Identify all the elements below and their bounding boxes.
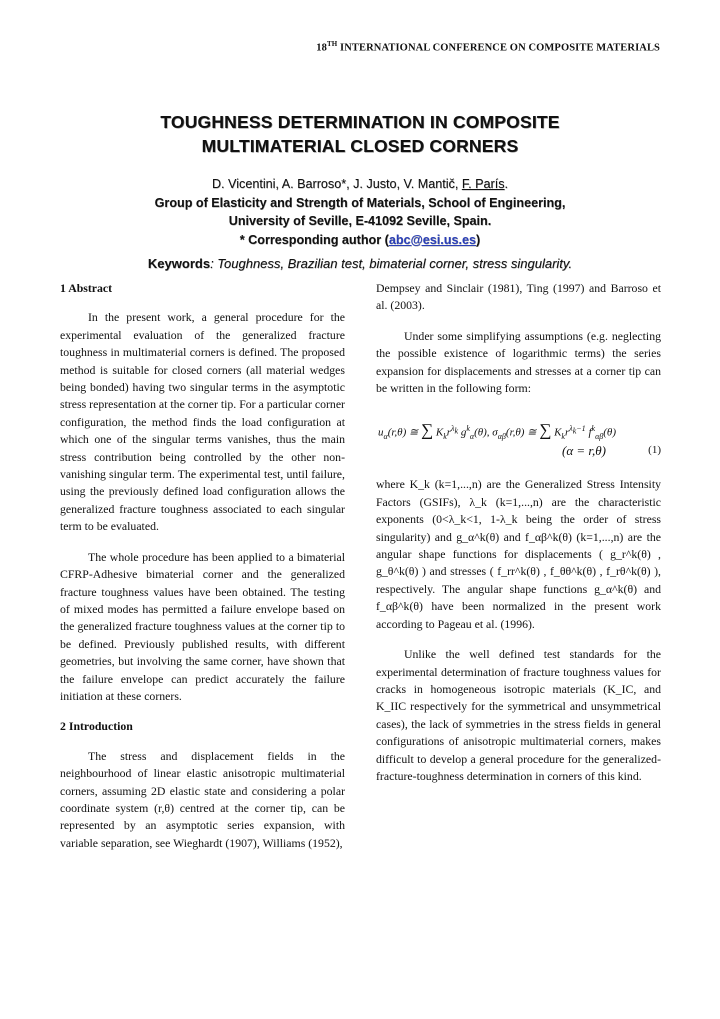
equation-1 [376, 410, 661, 460]
equation-number: (1) [648, 444, 661, 457]
right-column [376, 280, 661, 798]
equation-condition: (α = r,θ) [562, 443, 607, 459]
introduction-paragraph-1: The stress and displacement fields in the neighbourhood of linear elastic anisotropic multimaterial corners, assuming 2D elastic state and considering a polar coordinate system (r,θ) centred at the corner tip, can be represented by an asymptotic series expansion, with variable separation, see Wieghardt (1907), Williams (1952), [60, 748, 345, 850]
abstract-heading: 1 Abstract [60, 281, 113, 295]
title-line-2: MULTIMATERIAL CLOSED CORNERS [201, 136, 519, 156]
email-link[interactable]: abc@esi.us.es [388, 232, 477, 247]
conference-header: 18TH INTERNATIONAL CONFERENCE ON COMPOSITE MATERIALS [316, 40, 660, 54]
author-block [0, 175, 720, 249]
introduction-heading: 2 Introduction [60, 719, 133, 734]
corresponding-author: * Corresponding author (abc@esi.us.es) [239, 232, 481, 247]
keywords-line: Keywords: Toughness, Brazilian test, bimaterial corner, stress singularity. [147, 256, 573, 271]
affiliation-line-1: Group of Elasticity and Strength of Materials, School of Engineering, [154, 195, 566, 210]
right-paragraph-1: Under some simplifying assumptions (e.g. neglecting the possible existence of logarithmic terms) the series expansion for displacements and stresses at a corner tip can be written in the following form: [376, 328, 661, 396]
author-list: D. Vicentini, A. Barroso*, J. Justo, V. Mantič, F. París. [211, 177, 509, 191]
paper-title [0, 110, 720, 158]
abstract-paragraph-2: The whole procedure has been applied to a bimaterial CFRP-Adhesive bimaterial corner and the generalized fracture toughness values have been obtained. The testing of mixed modes has permitted a failure envelope based on the generalized fracture toughness values at the corner tip to be defined. Previously published results, with different geometries, but involving the same corner, have shown that the failure envelope can predict accurately the failure initiation at these corners. [60, 549, 345, 703]
right-paragraph-3: Unlike the well defined test standards for the experimental determination of fracture toughness values for cracks in homogeneous isotropic materials (K_IC, and K_IIC respectively for the symmetrical and unsymmetrical cases), the lack of symmetries in the stress fields in general configurations of anisotropic multimaterial corners, makes difficult to develop a general procedure for the generalized-fracture-toughness determination in corners of this kind. [376, 647, 661, 783]
affiliation-line-2: University of Seville, E-41092 Seville, Spain. [228, 214, 492, 228]
left-column [60, 280, 345, 865]
equation-expression: $u_\alpha(r,\theta)$ ≅ ∑ $K_kr^{\lambda_k}$ $g^k_\alpha(\theta)$, $\sigma_{\alpha\beta}(r,\theta)$ ≅ ∑ $K_kr^{\lambda_k-1}$ $f^k_{\alpha\beta}(\theta)$ [378, 421, 616, 442]
right-paragraph-0: Dempsey and Sinclair (1981), Ting (1997) and Barroso et al. (2003). [376, 281, 661, 313]
right-paragraph-2: where K_k (k=1,...,n) are the Generalized Stress Intensity Factors (GSIFs), λ_k (k=1,...,n) are the characteristic exponents (0<λ_k<1, 1-λ_k being the order of stress singularity) and g_α^k(θ) and f_αβ^k(θ) (k=1,...,n) are the angular shape functions for displacements ( g_r^k(θ) , g_θ^k(θ) ) and stresses ( f_rr^k(θ) , f_θθ^k(θ) , f_rθ^k(θ) ), respectively. The angular shape functions g_α^k(θ) and f_αβ^k(θ) have been normalized in the present work according to Pageau et al. (1996). [376, 477, 661, 631]
title-line-1: TOUGHNESS DETERMINATION IN COMPOSITE [160, 112, 560, 132]
abstract-paragraph-1: In the present work, a general procedure for the experimental evaluation of the generalized fracture toughness in multimaterial corners is defined. The proposed method is suitable for closed corners (all material wedges being bonded) having two singular terms in the asymptotic stress representation at the corner tip. For a particular corner configuration, the method finds the load configuration at which one of the singular terms vanishes, thus the main stress contribution being controlled by the other non-vanishing singular term. The experimental test, until failure, using the previously defined load configuration allows the generalized fracture toughness associated to each singular term to be evaluated. [60, 310, 345, 534]
